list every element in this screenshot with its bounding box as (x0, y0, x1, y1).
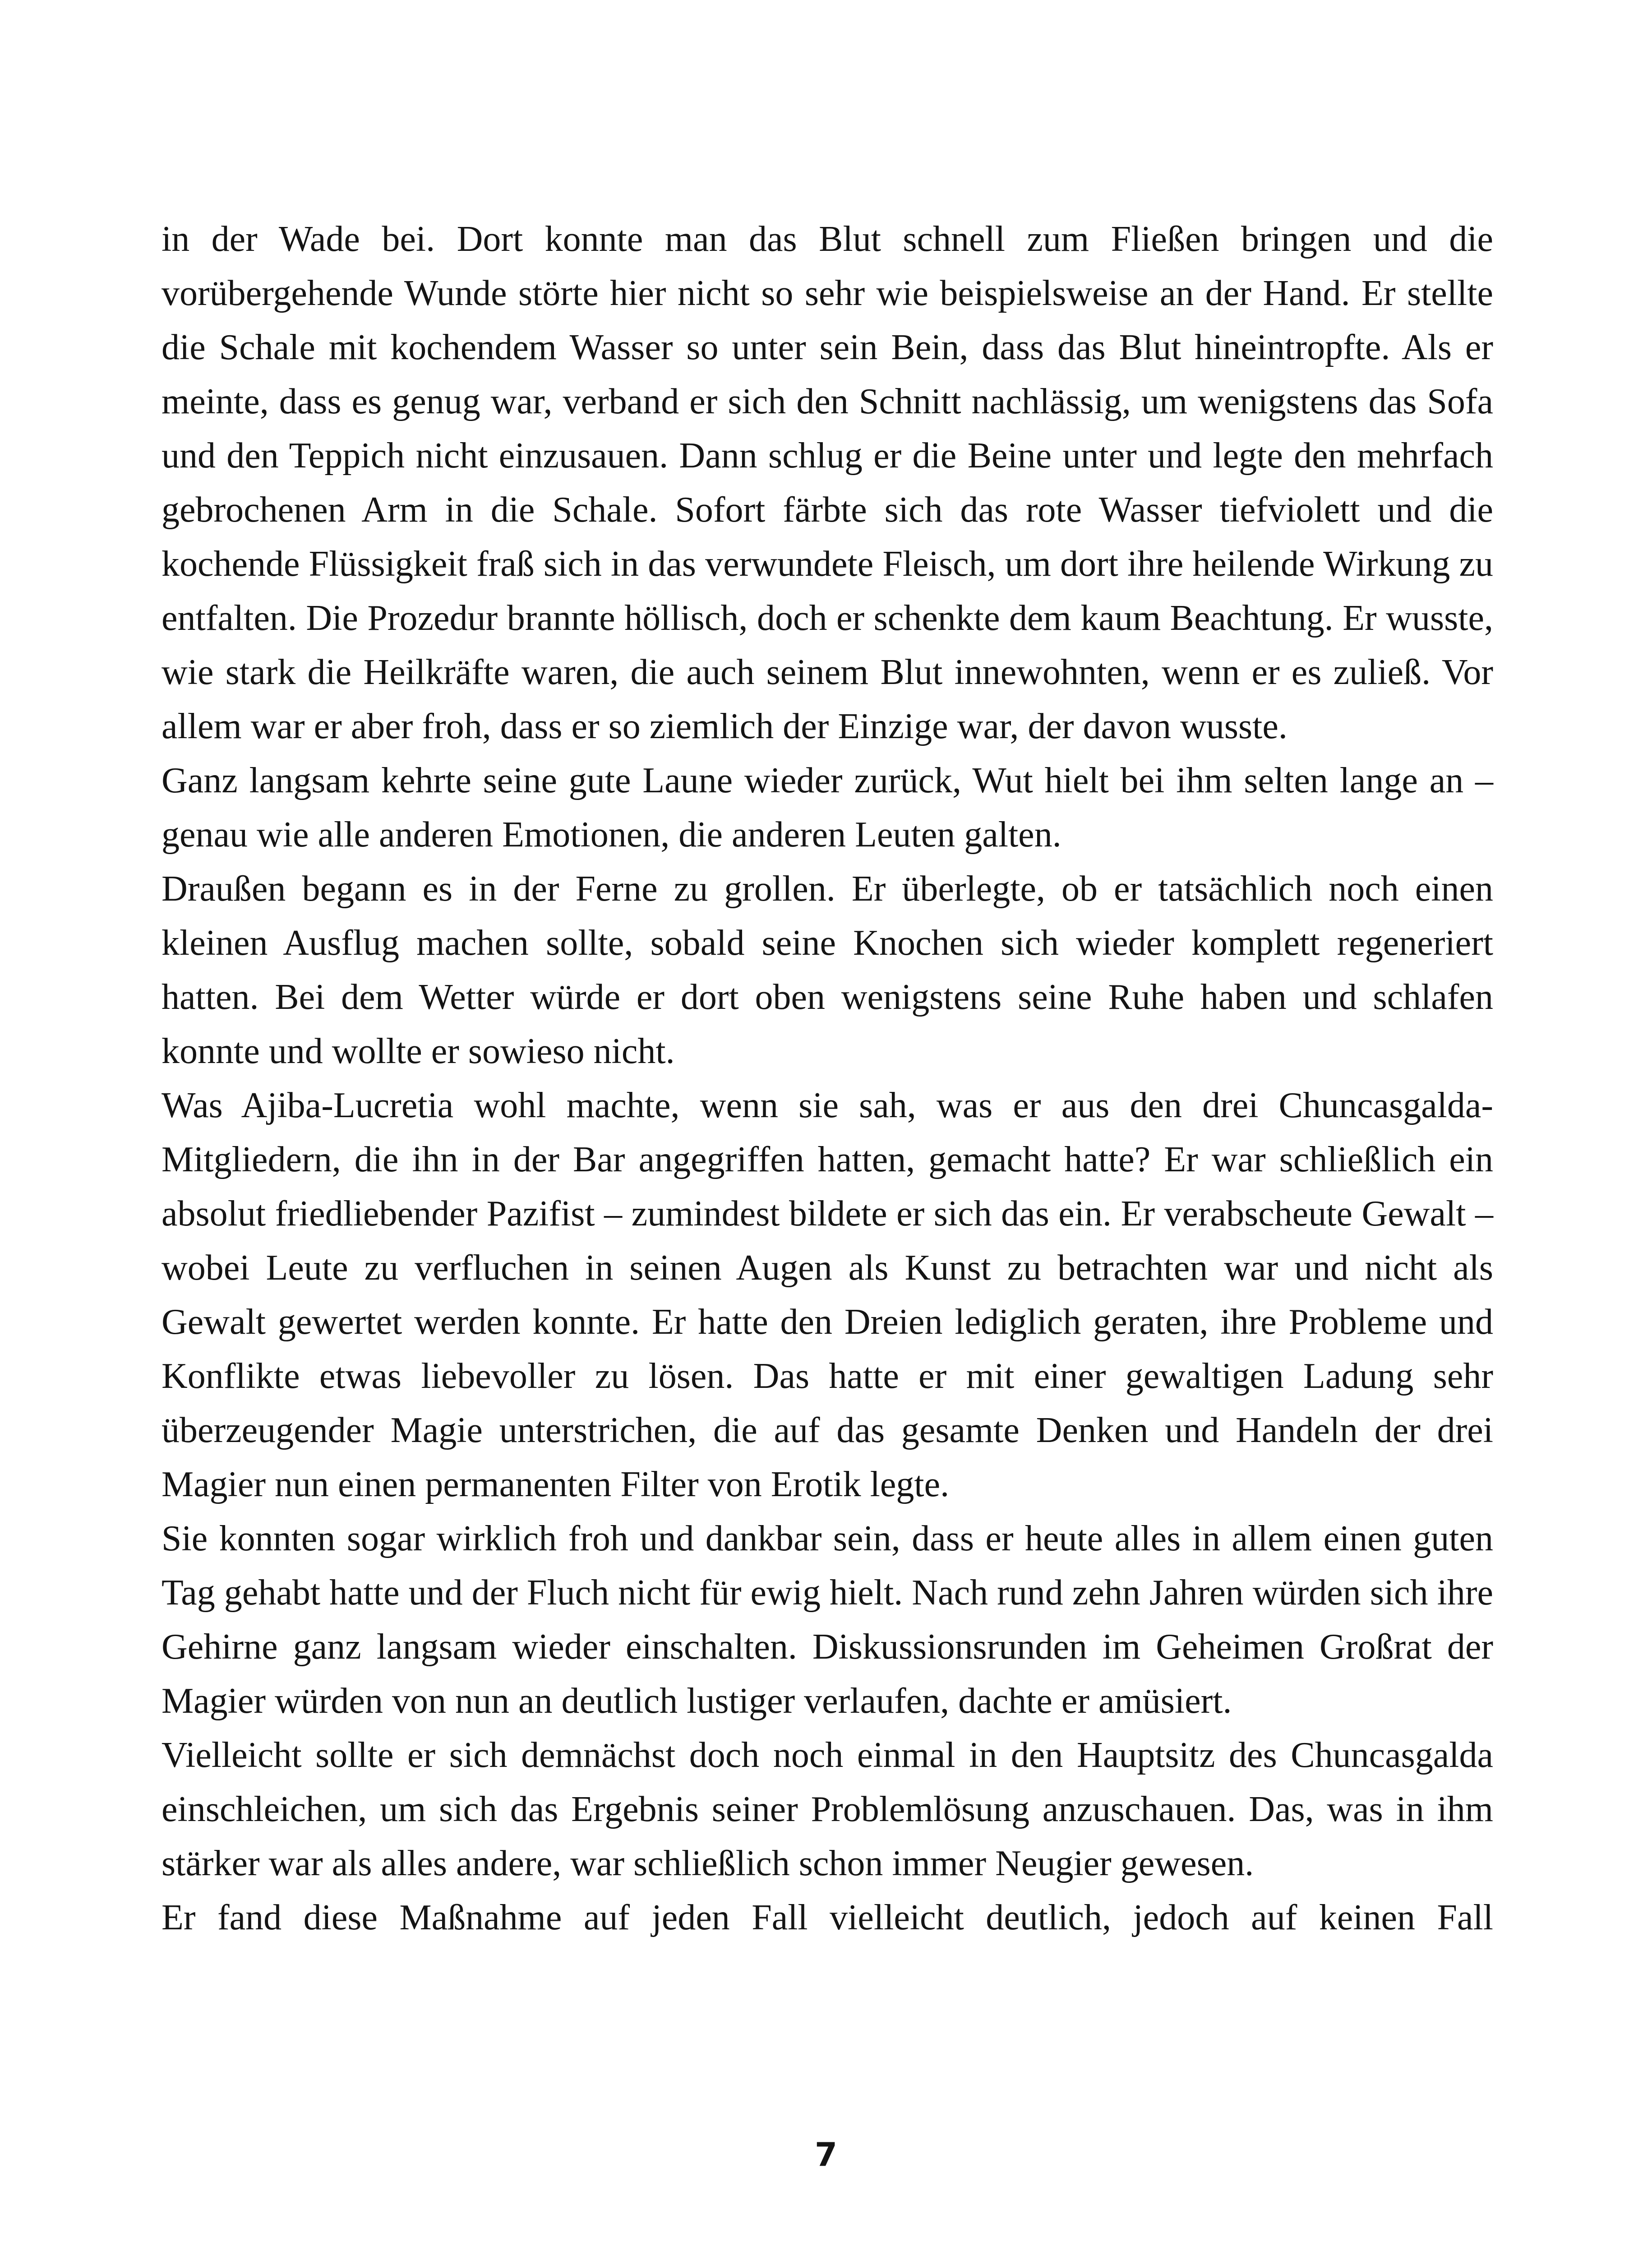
paragraph: in der Wade bei. Dort konnte man das Blut schnell zum Fließen bringen und die vorübergehende Wunde störte hier nicht so sehr wie beispielsweise an der Hand. Er stellte die Schale mit kochendem Wasser so unter sein Bein, dass das Blut hineintropfte. Als er meinte, dass es genug war, verband er sich den Schnitt nachlässig, um wenigstens das Sofa und den Teppich nicht einzusauen. Dann schlug er die Beine unter und legte den mehrfach gebrochenen Arm in die Schale. Sofort färbte sich das rote Wasser tiefviolett und die kochende Flüssigkeit fraß sich in das verwundete Fleisch, um dort ihre heilende Wirkung zu entfalten. Die Prozedur brannte höllisch, doch er schenkte dem kaum Beachtung. Er wusste, wie stark die Heilkräfte waren, die auch seinem Blut innewohnten, wenn er es zuließ. Vor allem war er aber froh, dass er so ziemlich der Einzige war, der davon wusste. (162, 219, 1493, 746)
paragraph: Vielleicht sollte er sich demnächst doch noch einmal in den Hauptsitz des Chuncasgalda einschleichen, um sich das Ergebnis seiner Problemlösung anzuschauen. Das, was in ihm stärker war als alles andere, war schließlich schon immer Neugier gewesen. (162, 1735, 1493, 1883)
paragraph-last-line: Er fand diese Maßnahme auf jeden Fall vielleicht deutlich, jedoch auf keinen Fall (162, 1898, 1493, 1937)
body-text (162, 212, 1493, 1945)
paragraph: Ganz langsam kehrte seine gute Laune wieder zurück, Wut hielt bei ihm selten lange an – genau wie alle anderen Emotionen, die anderen Leuten galten. (162, 761, 1493, 855)
paragraph: Was Ajiba-Lucretia wohl machte, wenn sie sah, was er aus den drei Chuncasgalda-Mitgliedern, die ihn in der Bar angegriffen hatten, gemacht hatte? Er war schließlich ein absolut friedliebender Pazifist – zumindest bildete er sich das ein. Er verabscheute Gewalt – wobei Leute zu verfluchen in seinen Augen als Kunst zu betrachten war und nicht als Gewalt gewertet werden konnte. Er hatte den Dreien lediglich geraten, ihre Probleme und Konflikte etwas liebevoller zu lösen. Das hatte er mit einer gewaltigen Ladung sehr überzeugender Magie unterstrichen, die auf das gesamte Denken und Handeln der drei Magier nun einen permanenten Filter von Erotik legte. (162, 1086, 1493, 1504)
paragraph: Sie konnten sogar wirklich froh und dankbar sein, dass er heute alles in allem einen guten Tag gehabt hatte und der Fluch nicht für ewig hielt. Nach rund zehn Jahren würden sich ihre Gehirne ganz langsam wieder einschalten. Diskussionsrunden im Geheimen Großrat der Magier würden von nun an deutlich lustiger verlaufen, dachte er amüsiert. (162, 1519, 1493, 1721)
page-number: 7 (814, 2136, 838, 2173)
paragraph: Draußen begann es in der Ferne zu grollen. Er überlegte, ob er tatsächlich noch einen kleinen Ausflug machen sollte, sobald seine Knochen sich wieder komplett regeneriert hatten. Bei dem Wetter würde er dort oben wenigstens seine Ruhe haben und schlafen konnte und wollte er sowieso nicht. (162, 869, 1493, 1071)
